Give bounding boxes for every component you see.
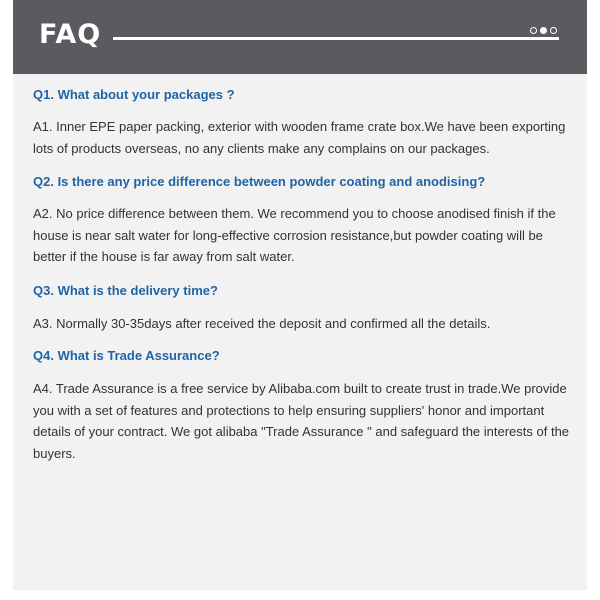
dot-icon <box>550 27 557 34</box>
faq-answer-4: A4. Trade Assurance is a free service by Alibaba.com built to create trust in trade.We provide you with a set of features and protections to help ensuring suppliers' honor and important details of your contract. We got alibaba "Trade Assurance " and safeguard the interests of the buyers. <box>33 381 570 461</box>
page-title: FAQ <box>39 19 102 50</box>
faq-question-2: Q2. Is there any price difference between powder coating and anodising? <box>33 174 486 189</box>
faq-panel <box>13 0 587 590</box>
carousel-dots <box>530 27 557 35</box>
faq-answer-2: A2. No price difference between them. We recommend you to choose anodised finish if the house is near salt water for long-effective corrosion resistance,but powder coating will be better if the house is far away from salt water. <box>33 206 556 264</box>
faq-question-1: Q1. What about your packages ? <box>33 87 235 102</box>
faq-list <box>33 84 573 464</box>
faq-answer-3: A3. Normally 30-35days after received the deposit and confirmed all the details. <box>33 315 491 331</box>
header-divider-line <box>113 37 559 40</box>
dot-icon <box>530 27 537 34</box>
faq-header <box>13 0 587 74</box>
faq-question-3: Q3. What is the delivery time? <box>33 282 218 298</box>
faq-answer-1: A1. Inner EPE paper packing, exterior with wooden frame crate box.We have been exporting lots of products overseas, no any clients make any complains on our packages. <box>33 119 566 156</box>
faq-question-4: Q4. What is Trade Assurance? <box>33 348 220 363</box>
dot-active-icon <box>540 27 547 34</box>
